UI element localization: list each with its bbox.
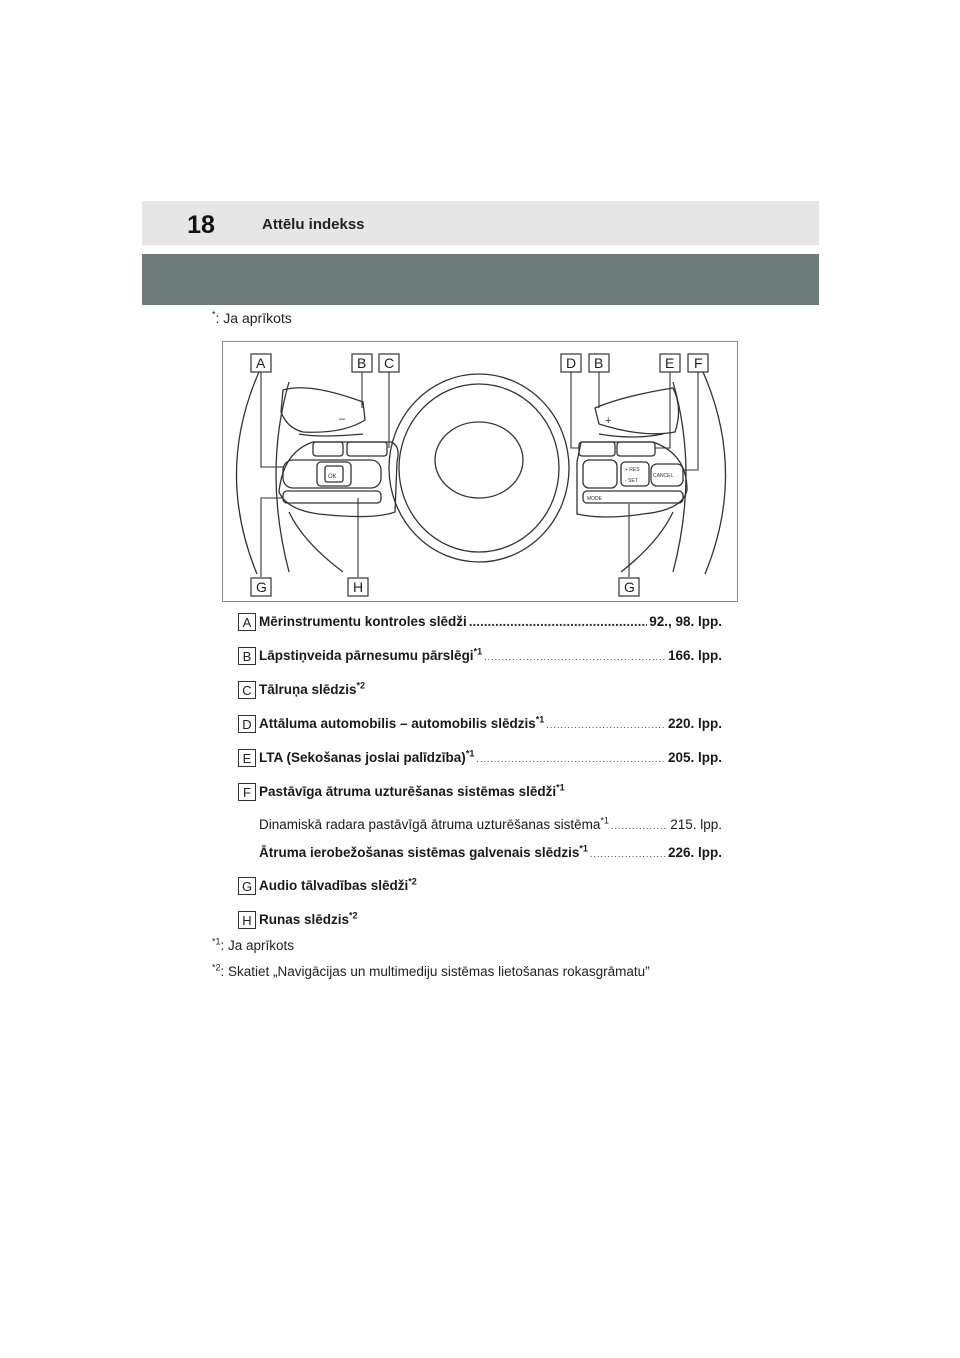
- leader-dots: [590, 849, 666, 859]
- page-number: 18: [187, 211, 215, 239]
- item-page: 205. lpp.: [667, 750, 722, 765]
- list-item-e: [238, 749, 722, 771]
- item-label: Pastāvīga ātruma uzturēšanas sistēmas slēdži: [259, 784, 557, 799]
- footnote-mark: *2: [212, 962, 221, 973]
- cancel-label: CANCEL: [653, 473, 674, 479]
- callout-a: A: [256, 355, 266, 371]
- item-sup: *1: [556, 782, 565, 793]
- item-key: B: [238, 647, 256, 665]
- sub-item-sup: *1: [600, 815, 609, 826]
- callout-h: H: [353, 579, 364, 595]
- callout-g-left: G: [256, 579, 267, 595]
- ok-label: OK: [328, 474, 337, 480]
- footnote-1: [212, 938, 294, 953]
- item-key: E: [238, 749, 256, 767]
- list-item-f: [238, 783, 722, 805]
- callout-c: C: [384, 355, 395, 371]
- item-key: H: [238, 911, 256, 929]
- set-label: - SET: [625, 478, 638, 484]
- sub-item-page: 226. lpp.: [667, 845, 722, 860]
- item-label: Audio tālvadības slēdži: [259, 878, 409, 893]
- callout-boxes: [251, 354, 708, 596]
- callout-f: F: [694, 355, 703, 371]
- item-label: Runas slēdzis: [259, 912, 350, 927]
- list-item-a: [238, 613, 722, 635]
- item-key: C: [238, 681, 256, 699]
- leader-dots: [546, 720, 666, 730]
- callout-b-right: B: [594, 355, 604, 371]
- leader-dots: [469, 614, 647, 629]
- top-note-mark: *: [212, 309, 216, 320]
- paddle-plus-label: +: [605, 415, 612, 427]
- item-sup: *2: [408, 876, 417, 887]
- item-label: Mērinstrumentu kontroles slēdži: [259, 614, 467, 629]
- header-band: [142, 254, 819, 305]
- sub-item-radar-cruise: [259, 817, 722, 837]
- list-item-h: [238, 911, 722, 933]
- section-title: Attēlu indekss: [262, 216, 365, 233]
- footnote-text: : Skatiet „Navigācijas un multimediju sistēmas lietošanas rokasgrāmatu”: [220, 964, 650, 979]
- item-sup: *2: [349, 910, 358, 921]
- steering-wheel-illustration: [223, 342, 739, 603]
- callout-e: E: [665, 355, 675, 371]
- callout-g-right: G: [624, 579, 635, 595]
- sub-item-page: 215. lpp.: [670, 817, 722, 832]
- item-sup: *1: [473, 646, 483, 657]
- list-item-c: [238, 681, 722, 703]
- callout-d: D: [566, 355, 577, 371]
- res-label: + RES: [625, 467, 640, 473]
- item-label: Lāpstiņveida pārnesumu pārslēgi: [259, 648, 474, 663]
- item-page: 92., 98. lpp.: [649, 614, 722, 629]
- item-page: 166. lpp.: [667, 648, 722, 663]
- leader-dots: [476, 754, 666, 764]
- list-item-b: [238, 647, 722, 669]
- item-key: G: [238, 877, 256, 895]
- leader-dots: [611, 821, 668, 831]
- sub-item-label: Ātruma ierobežošanas sistēmas galvenais slēdzis: [259, 845, 580, 860]
- footnote-mark: *1: [212, 936, 221, 947]
- item-key: A: [238, 613, 256, 631]
- item-page: 220. lpp.: [667, 716, 722, 731]
- sub-item-label: Dinamiskā radara pastāvīgā ātruma uzturēšanas sistēma: [259, 817, 601, 832]
- footnote-2: [212, 964, 650, 979]
- sub-item-speed-limiter: [259, 845, 722, 865]
- item-key: F: [238, 783, 256, 801]
- list-item-d: [238, 715, 722, 737]
- mode-label: MODE: [587, 496, 602, 502]
- item-sup: *1: [535, 714, 545, 725]
- paddle-minus-label: –: [339, 413, 346, 425]
- list-item-g: [238, 877, 722, 899]
- item-label: Attāluma automobilis – automobilis slēdzis: [259, 716, 536, 731]
- callout-b-left: B: [357, 355, 367, 371]
- sub-item-sup: *1: [579, 843, 588, 854]
- item-label: Tālruņa slēdzis: [259, 682, 357, 697]
- item-sup: *2: [356, 680, 366, 691]
- item-label: LTA (Sekošanas joslai palīdzība): [259, 750, 466, 765]
- item-sup: *1: [465, 748, 475, 759]
- page-header: [142, 201, 819, 245]
- top-note-text: : Ja aprīkots: [215, 310, 292, 326]
- steering-wheel-diagram: [222, 341, 738, 602]
- item-key: D: [238, 715, 256, 733]
- top-note: [212, 310, 292, 326]
- leader-dots: [484, 652, 666, 662]
- footnote-text: : Ja aprīkots: [220, 938, 295, 953]
